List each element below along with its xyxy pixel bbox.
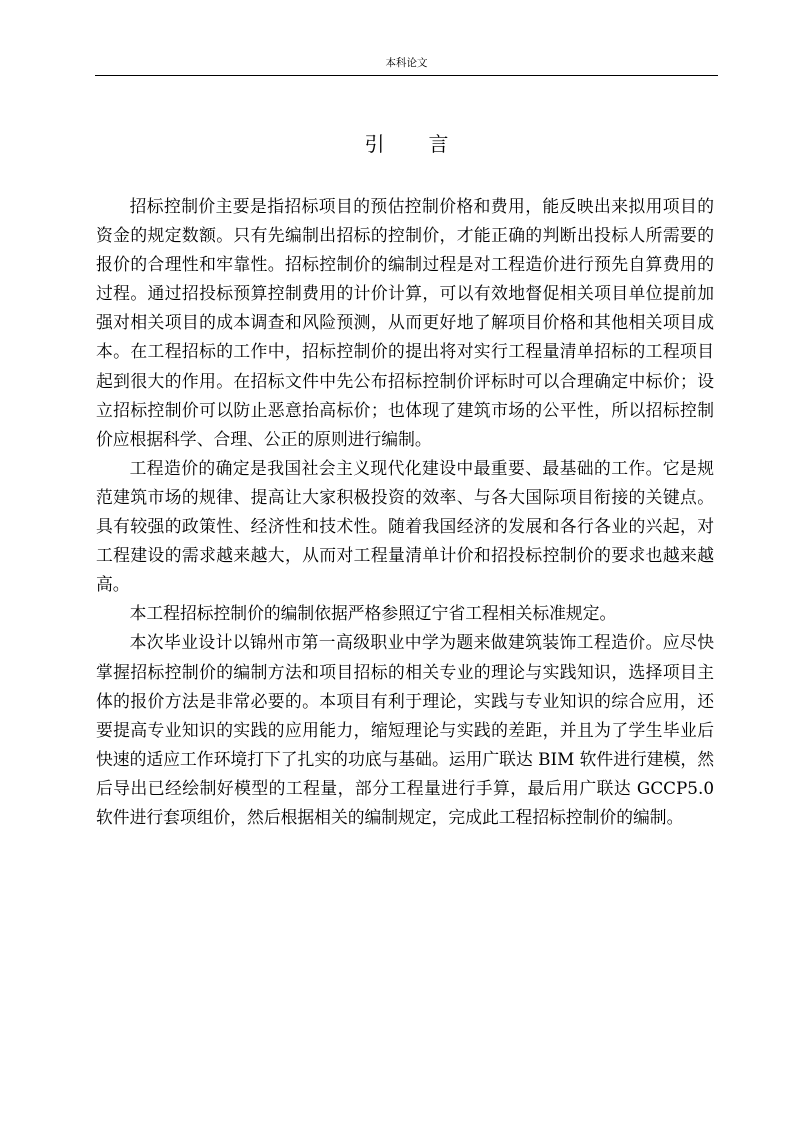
header-text: 本科论文 [385,57,428,69]
page-title [95,128,718,160]
title-char-1: 引 [364,132,385,156]
title-char-2: 言 [428,132,449,156]
paragraph-1: 招标控制价主要是指招标项目的预估控制价格和费用，能反映出来拟用项目的资金的规定数额。只有先编制出招标的控制价，才能正确的判断出投标人所需要的报价的合理性和牢靠性。招标控制价的编制过程是对工程造价进行预先自算费用的过程。通过招投标预算控制费用的计价计算，可以有效地督促相关项目单位提前加强对相关项目的成本调查和风险预测，从而更好地了解项目价格和其他相关项目成本。在工程招标的工作中，招标控制价的提出将对实行工程量清单招标的工程项目起到很大的作用。在招标文件中先公布招标控制价评标时可以合理确定中标价；设立招标控制价可以防止恶意抬高标价；也体现了建筑市场的公平性，所以招标控制价应根据科学、合理、公正的原则进行编制。 [96,196,714,449]
paragraph-4: 本次毕业设计以锦州市第一高级职业中学为题来做建筑装饰工程造价。应尽快掌握招标控制价的编制方法和项目招标的相关专业的理论与实践知识，选择项目主体的报价方法是非常必要的。本项目有利于理论，实践与专业知识的综合应用，还要提高专业知识的实践的应用能力，缩短理论与实践的差距，并且为了学生毕业后快速的适应工作环境打下了扎实的功底与基础。运用广联达 BIM 软件进行建模，然后导出已经绘制好模型的工程量，部分工程量进行手算，最后用广联达 GCCP5.0 软件进行套项组价，然后根据相关的编制规定，完成此工程招标控制价的编制。 [96,632,714,827]
page-header [95,55,718,76]
paragraph-2: 工程造价的确定是我国社会主义现代化建设中最重要、最基础的工作。它是规范建筑市场的规律、提高让大家积极投资的效率、与各大国际项目衔接的关键点。具有较强的政策性、经济性和技术性。随着我国经济的发展和各行各业的兴起，对工程建设的需求越来越大，从而对工程量清单计价和招投标控制价的要求也越来越高。 [96,457,714,595]
paragraph-3: 本工程招标控制价的编制依据严格参照辽宁省工程相关标准规定。 [129,603,617,624]
body-text [96,192,714,832]
